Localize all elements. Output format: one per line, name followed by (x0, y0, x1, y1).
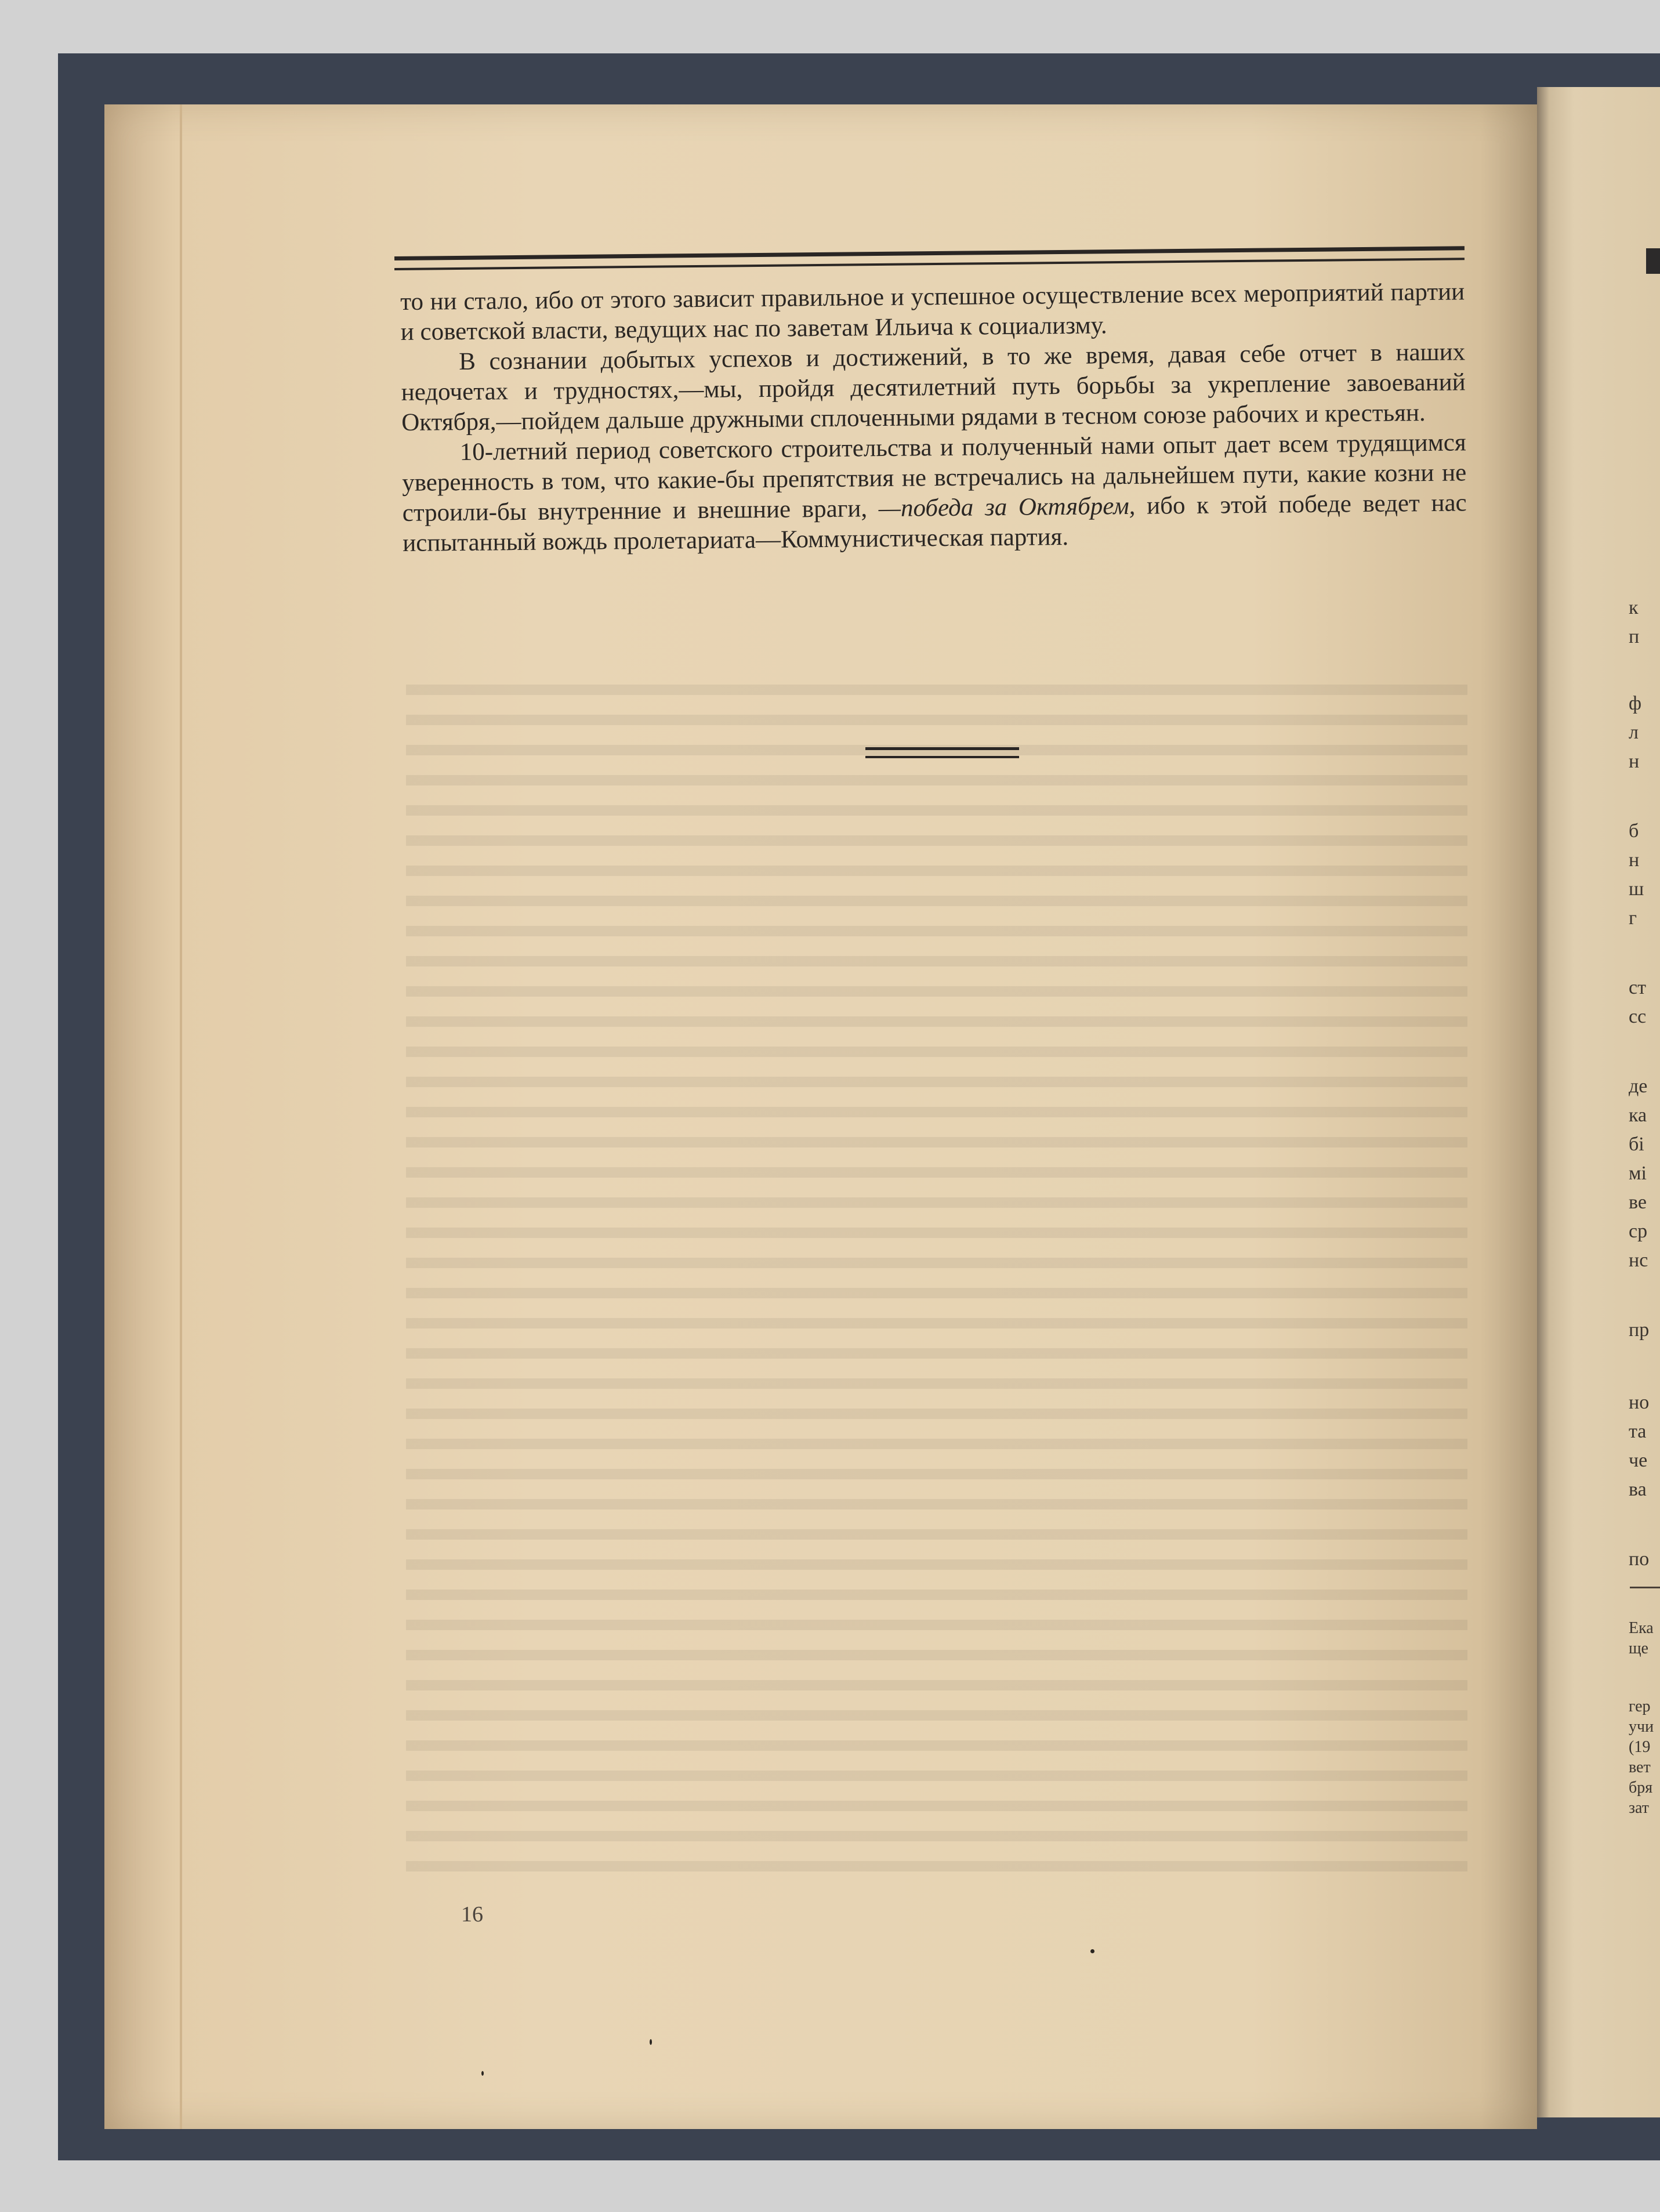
facing-page-text-fragment: нс (1629, 1250, 1648, 1271)
paper-speck (481, 2071, 484, 2076)
facing-page-text-fragment: сс (1629, 1006, 1647, 1027)
paper-speck (650, 2039, 652, 2045)
facing-page-text-fragment: ф (1629, 693, 1642, 714)
facing-page-text-fragment: п (1629, 626, 1640, 647)
show-through-text (406, 685, 1467, 1874)
facing-page-text-fragment: н (1629, 751, 1640, 772)
facing-page-footnote-fragment: гер (1629, 1697, 1651, 1715)
paragraph-3-text-b: ибо к этой победе ведет нас испытанный вождь пролетариата—Коммунистическая партия. (403, 489, 1467, 557)
paper-speck (1090, 1949, 1094, 1953)
facing-page-footnote-rule (1630, 1587, 1660, 1588)
facing-page-text-fragment: л (1629, 722, 1639, 743)
section-end-rule-bottom (865, 756, 1019, 758)
facing-page-footnote-fragment: Ека (1629, 1619, 1654, 1637)
paragraph-2 (401, 337, 1466, 438)
paragraph-2-text: В сознании добытых успехов и достижений, в то же время, давая себе отчет в наших недочетах и трудностях,—мы, пройдя десятилетний путь борьбы за укрепление завоеваний Октября,—пойдем дальше дружными сплоченными рядами в тесном союзе рабочих и крестьян. (401, 338, 1466, 436)
paragraph-1 (400, 277, 1465, 347)
facing-page-text-fragment: бі (1629, 1134, 1644, 1155)
facing-page-header-mark (1646, 248, 1660, 274)
facing-page-text-fragment: к (1629, 597, 1639, 618)
facing-page-text-fragment: пр (1629, 1319, 1650, 1341)
facing-page-footnote-fragment: вет (1629, 1758, 1651, 1776)
facing-page-text-fragment: че (1629, 1450, 1648, 1471)
facing-page-footnote-fragment: учи (1629, 1718, 1654, 1736)
paragraph-3-emphasis: —победа за Октябрем, (878, 492, 1136, 523)
facing-page-footnote-fragment: ще (1629, 1639, 1648, 1657)
facing-page-footnote-fragment: бря (1629, 1779, 1653, 1797)
facing-page-text-fragment: н (1629, 849, 1640, 871)
paragraph-3 (401, 428, 1467, 559)
facing-page-text-fragment: б (1629, 820, 1639, 842)
paragraph-3-text-a: 10-летний период советского строительства и полученный нами опыт дает всем трудящимся уверенность в том, что какие-бы препятствия не встречались на дальнейшем пути, какие козни не строили-бы внутренние и внешние враги, (402, 429, 1467, 527)
section-end-rule-top (865, 747, 1019, 750)
facing-page-text-fragment: ср (1629, 1221, 1648, 1242)
facing-page-text-fragment: ва (1629, 1479, 1647, 1500)
facing-page-text-fragment: по (1629, 1548, 1650, 1570)
facing-page-text-fragment: де (1629, 1076, 1648, 1097)
page-fold-edge (180, 104, 182, 2129)
facing-page-text-fragment: та (1629, 1421, 1647, 1442)
facing-page-text-fragment: ш (1629, 878, 1644, 900)
facing-page-footnote-fragment: зат (1629, 1799, 1649, 1817)
facing-page-footnote-fragment: (19 (1629, 1738, 1651, 1756)
facing-page-text-fragment: ка (1629, 1105, 1647, 1126)
facing-page-text-fragment: г (1629, 907, 1637, 929)
facing-page-text-fragment: мі (1629, 1163, 1647, 1184)
facing-page-text-fragment: ст (1629, 977, 1646, 998)
facing-page-text-fragment: но (1629, 1392, 1650, 1413)
page-number: 16 (461, 1902, 483, 1927)
facing-page-text-fragment: ве (1629, 1192, 1647, 1213)
paragraph-1-text: то ни стало, ибо от этого зависит правильное и успешное осуществление всех мероприятий партии и советской власти, ведущих нас по заветам Ильича к социализму. (400, 278, 1465, 346)
body-text (400, 277, 1467, 559)
